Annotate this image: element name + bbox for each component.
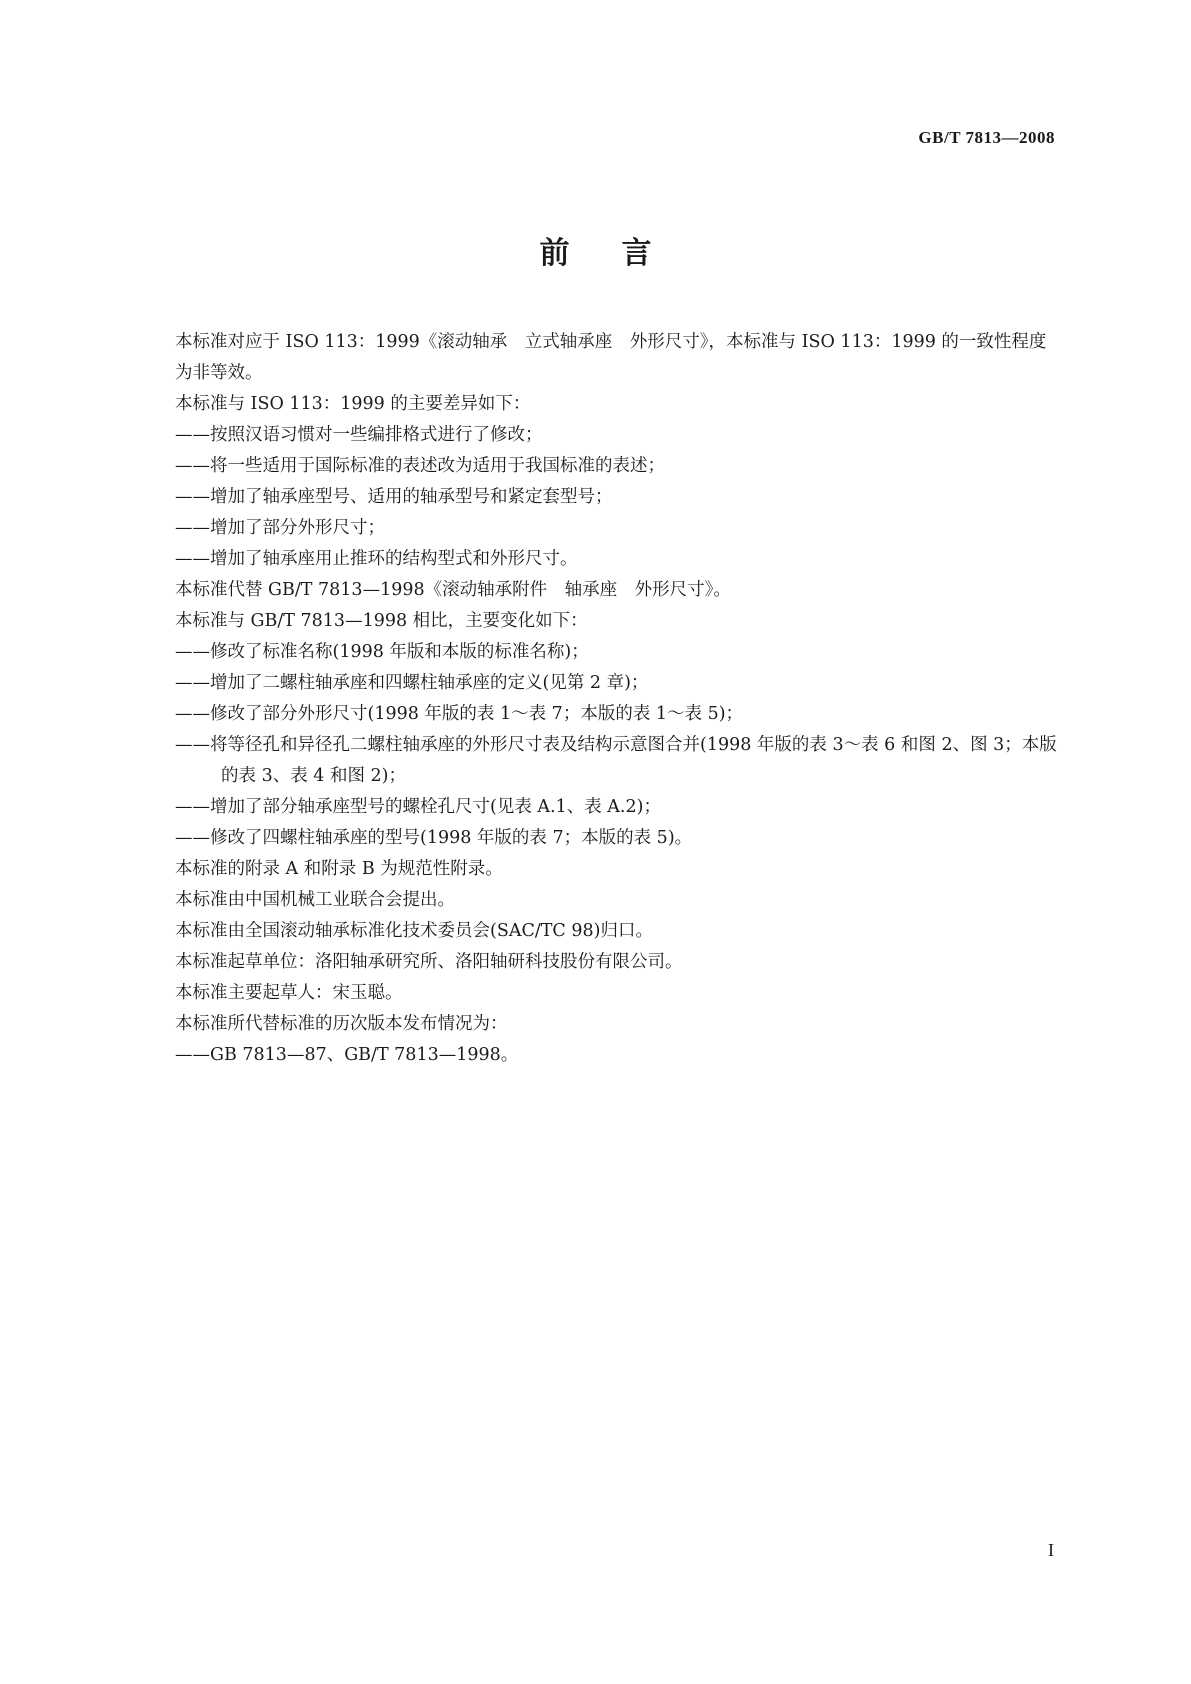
paragraph-correspondence: 本标准对应于 ISO 113：1999《滚动轴承 立式轴承座 外形尺寸》，本标准与 ISO 113：1999 的一致性程度为非等效。	[175, 332, 1047, 383]
list-item: ——增加了二螺柱轴承座和四螺柱轴承座的定义(见第 2 章)；	[175, 673, 649, 693]
paragraph-drafting-units: 本标准起草单位：洛阳轴承研究所、洛阳轴研科技股份有限公司。	[175, 952, 683, 972]
list-item: ——增加了轴承座用止推环的结构型式和外形尺寸。	[175, 549, 578, 569]
list-item: ——将等径孔和异径孔二螺柱轴承座的外形尺寸表及结构示意图合并(1998 年版的表 3～表 6 和图 2、图 3；本版的表 3、表 4 和图 2)；	[175, 735, 1057, 786]
list-item: ——增加了部分外形尺寸；	[175, 518, 385, 538]
list-item: ——修改了部分外形尺寸(1998 年版的表 1～表 7；本版的表 1～表 5)；	[175, 704, 744, 724]
list-item: ——增加了部分轴承座型号的螺栓孔尺寸(见表 A.1、表 A.2)；	[175, 797, 661, 817]
paragraph-history-intro: 本标准所代替标准的历次版本发布情况为：	[175, 1014, 508, 1034]
paragraph-drafters: 本标准主要起草人：宋玉聪。	[175, 983, 403, 1003]
paragraph-annexes: 本标准的附录 A 和附录 B 为规范性附录。	[175, 859, 503, 879]
paragraph-committee: 本标准由全国滚动轴承标准化技术委员会(SAC/TC 98)归口。	[175, 921, 653, 941]
paragraph-differences-intro: 本标准与 ISO 113：1999 的主要差异如下：	[175, 394, 531, 414]
list-item: ——修改了标准名称(1998 年版和本版的标准名称)；	[175, 642, 589, 662]
page-title: 前言	[539, 236, 704, 271]
list-item: ——将一些适用于国际标准的表述改为适用于我国标准的表述；	[175, 456, 665, 476]
page-number: I	[1048, 1540, 1054, 1560]
list-item: ——GB 7813—87、GB/T 7813—1998。	[175, 1045, 519, 1065]
list-item: ——修改了四螺柱轴承座的型号(1998 年版的表 7；本版的表 5)。	[175, 828, 693, 848]
paragraph-proposer: 本标准由中国机械工业联合会提出。	[175, 890, 455, 910]
list-item: ——增加了轴承座型号、适用的轴承型号和紧定套型号；	[175, 487, 613, 507]
paragraph-changes-intro: 本标准与 GB/T 7813—1998 相比，主要变化如下：	[175, 611, 588, 631]
foreword-body	[175, 327, 1057, 1071]
list-item: ——按照汉语习惯对一些编排格式进行了修改；	[175, 425, 543, 445]
standard-number: GB/T 7813—2008	[918, 128, 1055, 147]
paragraph-replaces: 本标准代替 GB/T 7813—1998《滚动轴承附件 轴承座 外形尺寸》。	[175, 580, 731, 600]
